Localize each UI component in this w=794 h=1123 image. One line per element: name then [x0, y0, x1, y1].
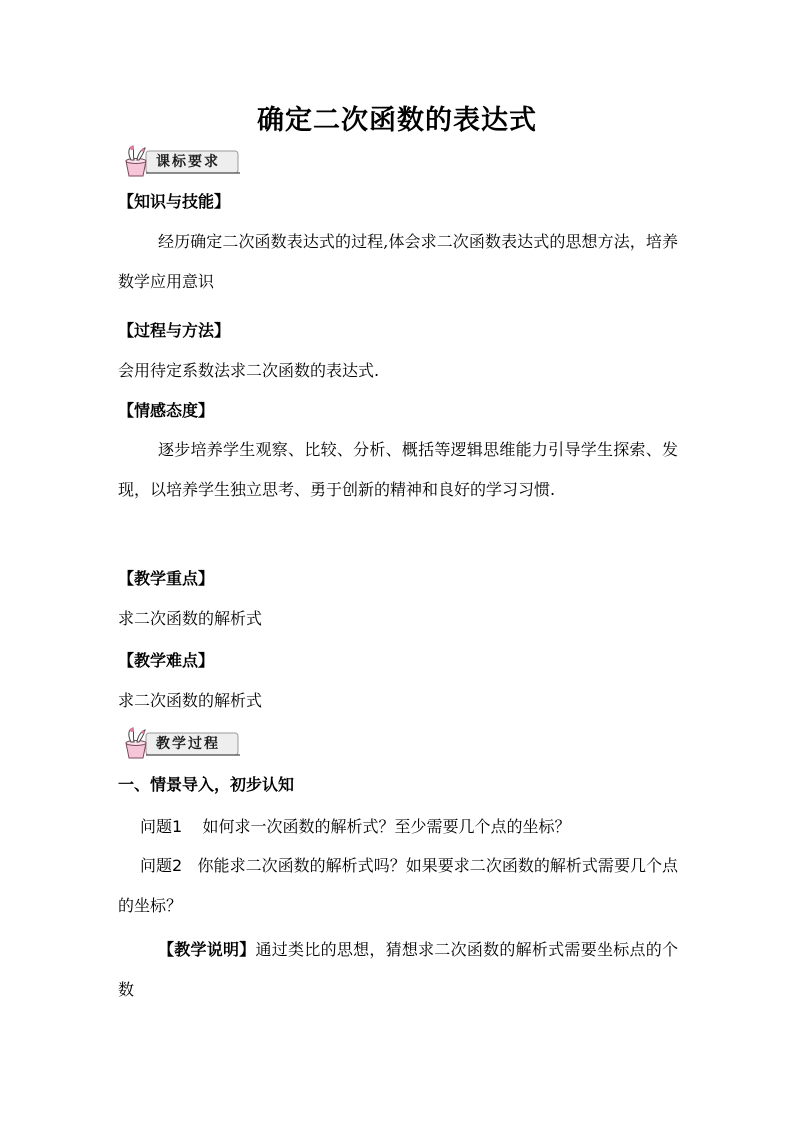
emotion-text: 逐步培养学生观察、比较、分析、概括等逻辑思维能力引导学生探索、发现，以培养学生独立思考、勇于创新的精神和良好的学习习惯.	[118, 440, 678, 499]
teaching-note-text: 通过类比的思想，猜想求二次函数的解析式需要坐标点的个数	[118, 940, 678, 999]
emotion-heading: 【情感态度】	[118, 401, 215, 420]
process-banner	[116, 725, 242, 761]
question-1-text: 如何求一次函数的解析式？至少需要几个点的坐标？	[202, 817, 571, 836]
method-heading: 【过程与方法】	[118, 321, 231, 340]
key-point-text: 求二次函数的解析式	[118, 609, 263, 628]
question-2-label: 问题2	[140, 856, 183, 875]
document-title: 确定二次函数的表达式	[257, 105, 537, 136]
knowledge-heading: 【知识与技能】	[118, 192, 231, 211]
question-2-text: 你能求二次函数的解析式吗？如果要求二次函数的解析式需要几个点的坐标？	[118, 856, 678, 915]
question-1	[140, 814, 571, 837]
standards-banner	[116, 143, 242, 179]
question-1-label: 问题1	[140, 817, 183, 836]
question-2	[118, 846, 678, 926]
part1-heading: 一、情景导入，初步认知	[118, 775, 295, 794]
knowledge-text: 经历确定二次函数表达式的过程,体会求二次函数表达式的思想方法，培养数学应用意识	[118, 232, 678, 291]
process-banner-label: 教学过程	[156, 736, 220, 752]
teaching-note-label: 【教学说明】	[158, 940, 256, 959]
key-point-heading: 【教学重点】	[118, 569, 215, 588]
difficulty-text: 求二次函数的解析式	[118, 691, 263, 710]
method-text: 会用待定系数法求二次函数的表达式.	[118, 361, 380, 380]
standards-banner-label: 课标要求	[156, 154, 220, 170]
difficulty-heading: 【教学难点】	[118, 651, 215, 670]
teaching-note	[118, 930, 678, 1010]
